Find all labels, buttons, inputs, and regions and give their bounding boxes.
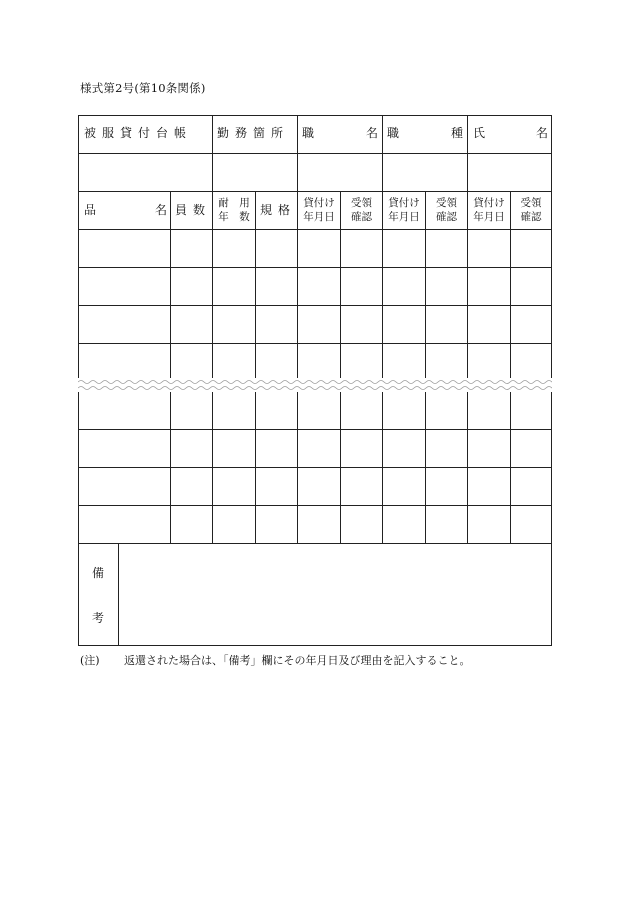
receipt-3-line2: 確認 — [520, 211, 542, 223]
item-label-left: 品 — [84, 203, 97, 217]
loan-date-1-line1: 貸付け — [303, 197, 335, 209]
receipt-3-line1: 受領 — [520, 197, 542, 209]
item-label-right: 名 — [155, 203, 168, 217]
name-label-left: 氏 — [473, 126, 486, 140]
post-label-right: 名 — [366, 126, 379, 140]
loan-date-2-line2: 年月日 — [388, 211, 420, 223]
name-label-right: 名 — [536, 126, 549, 140]
receipt-1-line1: 受領 — [351, 197, 372, 209]
grade-label-right: 種 — [451, 126, 464, 140]
grade-label-left: 職 — [387, 126, 400, 140]
ledger-title: 被服貸付台帳 — [84, 126, 193, 140]
footnote-text: 返還された場合は、「備考」欄にその年月日及び理由を記入すること。 — [124, 654, 471, 667]
workplace-label: 勤務箇所 — [217, 126, 290, 140]
durability-line1: 耐 用 — [218, 197, 250, 209]
receipt-2-line1: 受領 — [436, 197, 457, 209]
remarks-char-1: 備 — [92, 566, 105, 580]
spec-label: 規格 — [260, 203, 297, 217]
footnote — [80, 652, 471, 668]
receipt-1-line2: 確認 — [351, 211, 372, 223]
durability-line2: 年 数 — [218, 211, 250, 223]
remarks-char-2: 考 — [92, 611, 105, 625]
loan-date-1-line2: 年月日 — [303, 211, 335, 223]
footnote-label: (注) — [80, 654, 100, 667]
loan-date-2-line1: 貸付け — [388, 197, 420, 209]
table-break-mark — [78, 378, 552, 392]
receipt-2-line2: 確認 — [436, 211, 457, 223]
post-label-left: 職 — [302, 126, 315, 140]
loan-date-3-line1: 貸付け — [473, 197, 505, 209]
form-caption: 様式第2号(第10条関係) — [80, 81, 206, 95]
count-label: 員数 — [175, 203, 212, 217]
loan-date-3-line2: 年月日 — [473, 211, 505, 223]
